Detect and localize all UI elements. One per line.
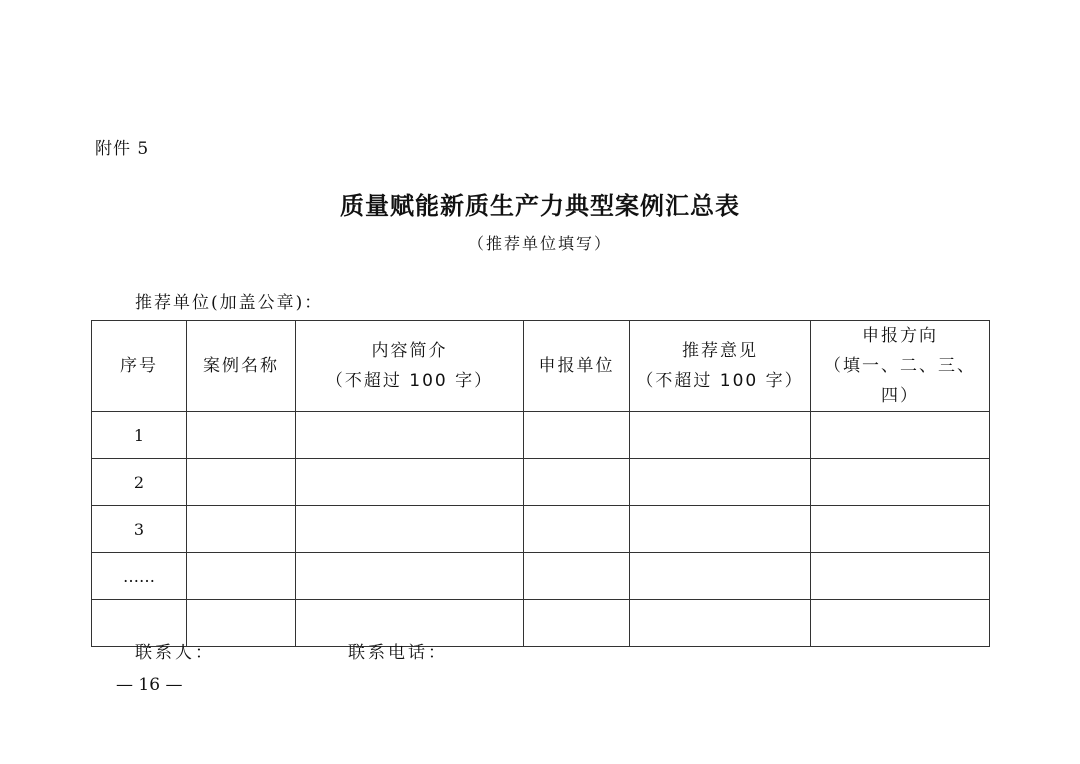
page-number: — 16 — [116,675,183,695]
table-cell [811,412,990,459]
header-application-direction: 申报方向 （填一、二、三、四） [811,321,990,412]
table-cell [811,600,990,647]
case-summary-table [91,320,990,647]
table-header-row [92,321,990,412]
table-row [92,553,990,600]
header-serial-number: 序号 [92,321,187,412]
table-cell: 2 [92,459,187,506]
table-cell: …… [92,553,187,600]
header-content-summary: 内容简介 （不超过 100 字） [296,321,524,412]
table-row [92,600,990,647]
table-cell [187,506,296,553]
table-cell [296,412,524,459]
table-cell [296,553,524,600]
document-title: 质量赋能新质生产力典型案例汇总表 [340,191,740,220]
table-cell [630,600,811,647]
contact-phone-label: 联系电话： [348,643,448,663]
table-cell [296,506,524,553]
table-cell [524,506,630,553]
contact-person-label: 联系人： [135,643,215,663]
table-cell [630,412,811,459]
table-cell [811,506,990,553]
table-cell [811,459,990,506]
header-recommendation: 推荐意见 （不超过 100 字） [630,321,811,412]
table-cell [524,553,630,600]
table-row [92,506,990,553]
table-cell [524,600,630,647]
document-subtitle: （推荐单位填写） [467,234,612,253]
table-row [92,412,990,459]
table-cell: 3 [92,506,187,553]
table-cell [187,412,296,459]
table-cell [524,412,630,459]
table-cell [630,553,811,600]
table-cell [811,553,990,600]
header-applicant-unit: 申报单位 [524,321,630,412]
recommending-unit-label: 推荐单位(加盖公章)： [135,293,324,313]
table-cell [630,459,811,506]
table-row [92,459,990,506]
table-cell [187,553,296,600]
table-cell [524,459,630,506]
table-cell [296,459,524,506]
table-cell: 1 [92,412,187,459]
attachment-label: 附件 5 [95,139,150,159]
table-cell [187,459,296,506]
header-case-name: 案例名称 [187,321,296,412]
table-cell [630,506,811,553]
